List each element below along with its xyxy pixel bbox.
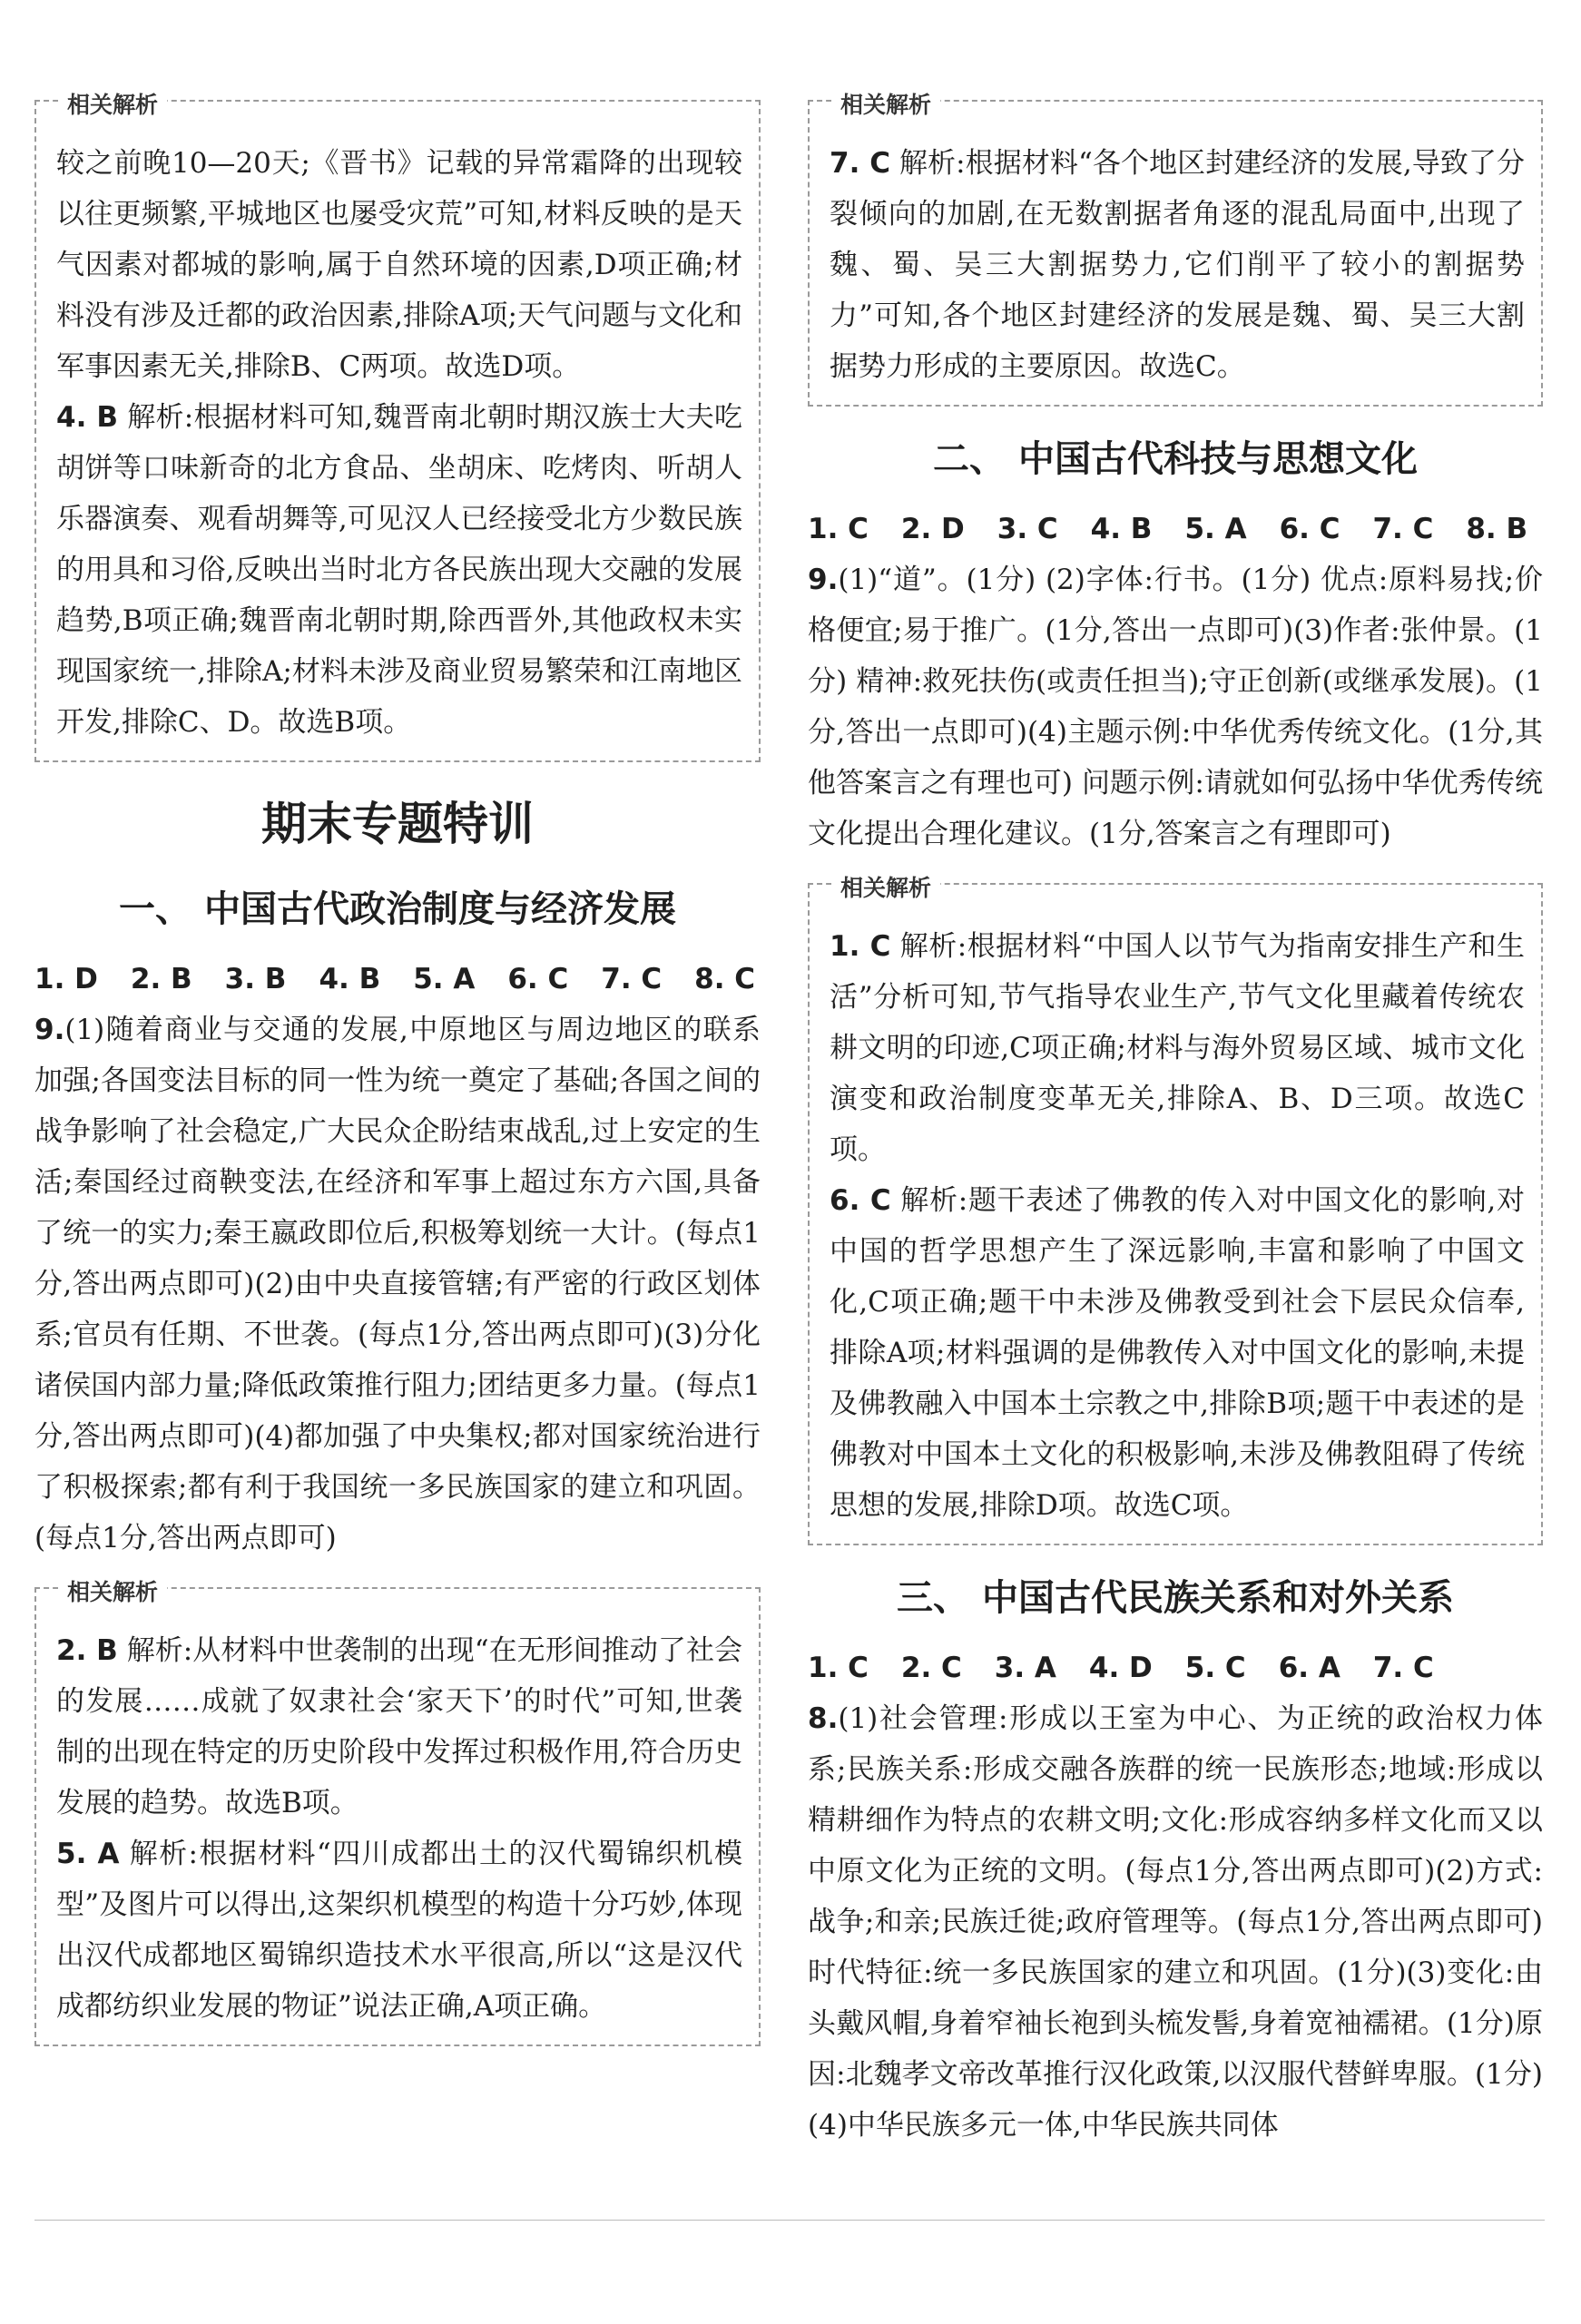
analysis-paragraph: 6. C 解析:题干表述了佛教的传入对中国文化的影响,对中国的哲学思想产生了深远影响,丰富和影响了中国文化,C项正确;题干中未涉及佛教受到社会下层民众信奉,排除A项;材料强调的是佛教传入对中国文化的影响,未提及佛教融入中国本土宗教之中,排除B项;题干中表述的是佛教对中国本土文化的积极影响,未涉及佛教阻碍了传统思想的发展,排除D项。故选C项。: [830, 1184, 1526, 1522]
section-title-3: 三、 中国古代民族关系和对外关系: [897, 1577, 1454, 1619]
analysis-box-4: [808, 875, 1543, 1545]
right-column: [808, 92, 1543, 2151]
analysis-label: 相关解析: [831, 87, 940, 120]
footer-divider: [34, 2220, 1545, 2221]
answer-row: 1. C 2. D 3. C 4. B 5. A 6. C 7. C 8. B: [808, 513, 1528, 545]
analysis-paragraph: 4. B 解析:根据材料可知,魏晋南北朝时期汉族士大夫吃胡饼等口味新奇的北方食品、坐胡床、吃烤肉、听胡人乐器演奏、观看胡舞等,可见汉人已经接受北方少数民族的用具和习俗,反映出当时北方各民族出现大交融的发展趋势,B项正确;魏晋南北朝时期,除西晋外,其他政权未实现国家统一,排除A;材料未涉及商业贸易繁荣和江南地区开发,排除C、D。故选B项。: [56, 401, 742, 739]
analysis-paragraph: 1. C 解析:根据材料“中国人以节气为指南安排生产和生活”分析可知,节气指导农业生产,节气文化里藏着传统农耕文明的印迹,C项正确;材料与海外贸易区域、城市文化演变和政治制度变革无关,排除A、B、D三项。故选C项。: [830, 930, 1525, 1166]
answer-row: 1. D 2. B 3. B 4. B 5. A 6. C 7. C 8. C: [34, 963, 756, 995]
answer-row: 1. C 2. C 3. A 4. D 5. C 6. A 7. C: [808, 1652, 1434, 1684]
analysis-label: 相关解析: [58, 87, 167, 120]
analysis-box-1: [34, 92, 761, 762]
left-column: [34, 92, 761, 2070]
analysis-paragraph: 5. A 解析:根据材料“四川成都出土的汉代蜀锦织机模型”及图片可以得出,这架织机模型的构造十分巧妙,体现出汉代成都地区蜀锦织造技术水平很高,所以“这是汉代成都纺织业发展的物证”说法正确,A项正确。: [56, 1838, 742, 2023]
analysis-paragraph: 7. C 解析:根据材料“各个地区封建经济的发展,导致了分裂倾向的加剧,在无数割据者角逐的混乱局面中,出现了魏、蜀、吴三大割据势力,它们削平了较小的割据势力”可知,各个地区封建经济的发展是魏、蜀、吴三大割据势力形成的主要原因。故选C。: [830, 147, 1526, 383]
question-8-answer: 8.(1)社会管理:形成以王室为中心、为正统的政治权力体系;民族关系:形成交融各族群的统一民族形态;地域:形成以精耕细作为特点的农耕文明;文化:形成容纳多样文化而又以中原文化为正统的文明。(每点1分,答出两点即可)(2)方式:战争;和亲;民族迁徙;政府管理等。(每点1分,答出两点即可) 时代特征:统一多民族国家的建立和巩固。(1分)(3)变化:由头戴风帽,身着窄袖长袍到头梳发髻,身着宽袖襦裙。(1分)原因:北魏孝文帝改革推行汉化政策,以汉服代替鲜卑服。(1分)(4)中华民族多元一体,中华民族共同体: [808, 1702, 1543, 2142]
analysis-paragraph: 较之前晚10—20天;《晋书》记载的异常霜降的出现较以往更频繁,平城地区也屡受灾荒”可知,材料反映的是天气因素对都城的影响,属于自然环境的因素,D项正确;材料没有涉及迁都的政治因素,排除A项;天气问题与文化和军事因素无关,排除B、C两项。故选D项。: [56, 147, 742, 383]
question-9-answer: 9.(1)随着商业与交通的发展,中原地区与周边地区的联系加强;各国变法目标的同一性为统一奠定了基础;各国之间的战争影响了社会稳定,广大民众企盼结束战乱,过上安定的生活;秦国经过商鞅变法,在经济和军事上超过东方六国,具备了统一的实力;秦王嬴政即位后,积极筹划统一大计。(每点1分,答出两点即可)(2)由中央直接管辖;有严密的行政区划体系;官员有任期、不世袭。(每点1分,答出两点即可)(3)分化诸侯国内部力量;降低政策推行阻力;团结更多力量。(每点1分,答出两点即可)(4)都加强了中央集权;都对国家统治进行了积极探索;都有利于我国统一多民族国家的建立和巩固。(每点1分,答出两点即可): [34, 1014, 761, 1554]
analysis-box-3: [808, 92, 1543, 407]
analysis-paragraph: 2. B 解析:从材料中世袭制的出现“在无形间推动了社会的发展……成就了奴隶社会‘家天下’的时代”可知,世袭制的出现在特定的历史阶段中发挥过积极作用,符合历史发展的趋势。故选B项。: [56, 1634, 742, 1819]
analysis-box-2: [34, 1579, 761, 2046]
analysis-label: 相关解析: [58, 1574, 167, 1607]
section-title-1: 一、 中国古代政治制度与经济发展: [119, 888, 676, 930]
page-title: 期末专题特训: [261, 798, 534, 850]
question-9-answer: 9.(1)“道”。(1分) (2)字体:行书。(1分) 优点:原料易找;价格便宜;易于推广。(1分,答出一点即可)(3)作者:张仲景。(1分) 精神:救死扶伤(或责任担当);守正创新(或继承发展)。(1分,答出一点即可)(4)主题示例:中华优秀传统文化。(1分,其他答案言之有理也可) 问题示例:请就如何弘扬中华优秀传统文化提出合理化建议。(1分,答案言之有理即可): [808, 564, 1543, 850]
section-title-2: 二、 中国古代科技与思想文化: [933, 438, 1418, 480]
analysis-label: 相关解析: [831, 870, 940, 903]
